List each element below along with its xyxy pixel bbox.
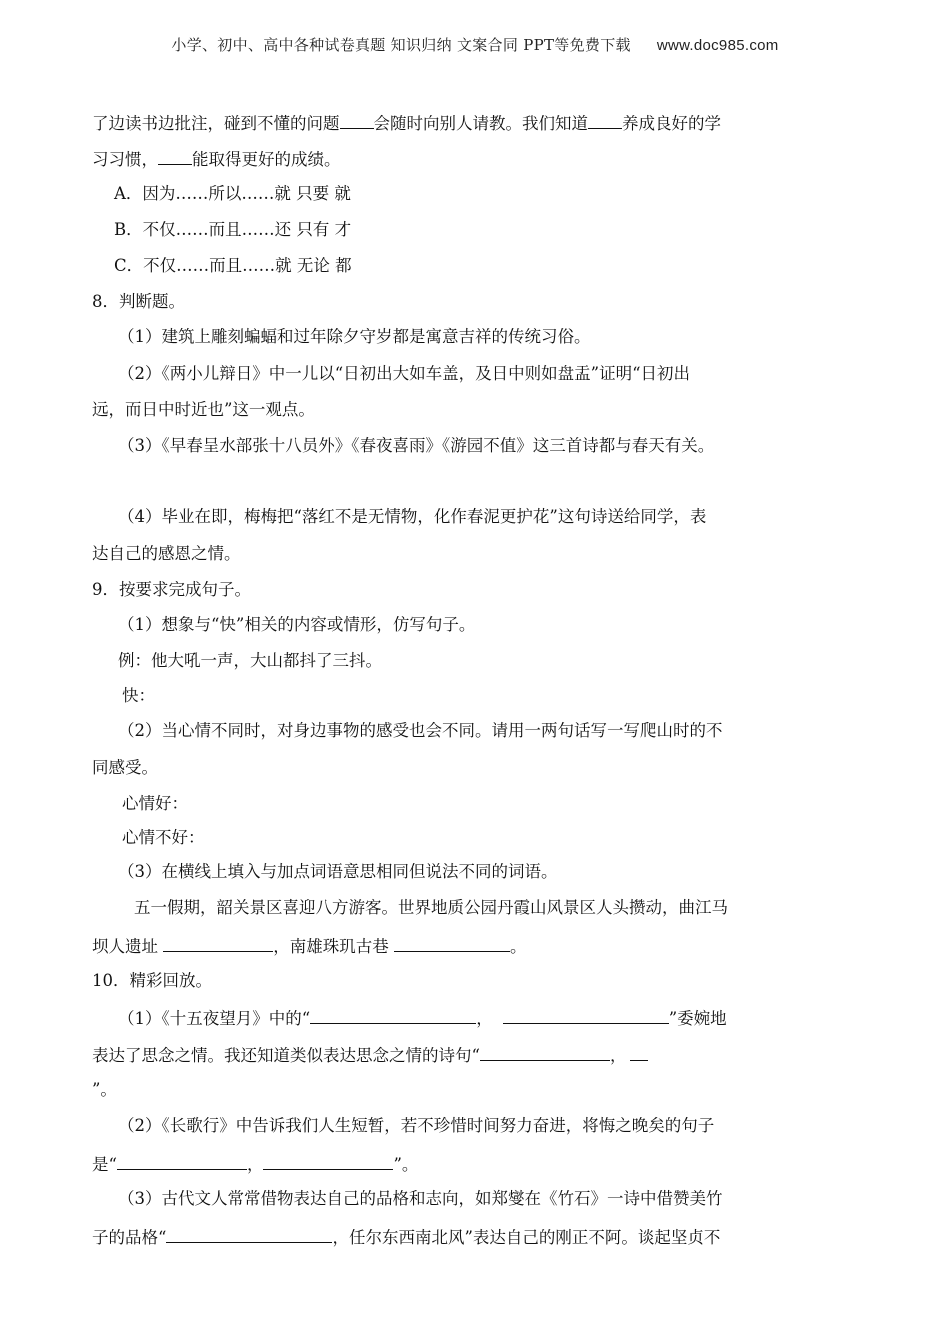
q8-statement-4b: 达自己的感恩之情。 <box>92 544 241 563</box>
q10-text-1a: （1）《十五夜望月》中的“ <box>118 1009 311 1028</box>
q10-subquestion-2b <box>92 1151 418 1177</box>
q7-text-2a: 习习惯， <box>92 150 158 169</box>
q8-title: 8．判断题。 <box>92 292 185 311</box>
q8-statement-2a: （2）《两小儿辩日》中一儿以“日初出大如车盖，及日中则如盘盂”证明“日初出 <box>118 364 691 383</box>
q9-subquestion-3: （3）在横线上填入与加点词语意思相同但说法不同的词语。 <box>118 862 558 881</box>
q7-line1 <box>92 110 721 136</box>
q9-blank-2[interactable] <box>394 933 510 952</box>
q9-kuai-label: 快： <box>122 686 155 705</box>
q10-subquestion-3a: （3）古代文人常常借物表达自己的品格和志向，如郑燮在《竹石》一诗中借赞美竹 <box>118 1189 723 1208</box>
q10-text-1b: ， <box>476 1009 493 1028</box>
q10-blank-5[interactable] <box>117 1151 247 1170</box>
q9-passage-2c: 。 <box>510 937 527 956</box>
q9-subquestion-2b: 同感受。 <box>92 758 158 777</box>
q10-text-1c: ”委婉地 <box>668 1009 727 1028</box>
q10-text-3b: 子的品格“ <box>92 1228 167 1247</box>
q7-option-c[interactable]: C．不仅……而且……就 无论 都 <box>114 256 352 275</box>
q10-text-2c: ， <box>246 1155 264 1174</box>
q9-passage-1: 五一假期，韶关景区喜迎八方游客。世界地质公园丹霞山风景区人头攒动，曲江马 <box>134 898 728 917</box>
page-header <box>0 34 950 55</box>
q10-blank-1[interactable] <box>310 1005 476 1024</box>
q8-statement-2b: 远，而日中时近也”这一观点。 <box>92 400 315 419</box>
q10-subquestion-1a <box>118 1005 727 1031</box>
q7-blank-1[interactable] <box>340 110 374 129</box>
q10-subquestion-2a: （2）《长歌行》中告诉我们人生短暂，若不珍惜时间努力奋进，将悔之晚矣的句子 <box>118 1116 715 1135</box>
q7-blank-2[interactable] <box>588 110 622 129</box>
q9-subquestion-2a: （2）当心情不同时，对身边事物的感受也会不同。请用一两句话写一写爬山时的不 <box>118 721 723 740</box>
q10-subquestion-1b <box>92 1042 648 1068</box>
header-text: 小学、初中、高中各种试卷真题 知识归纳 文案合同 PPT等免费下载 <box>171 36 631 54</box>
q10-blank-2[interactable] <box>503 1005 669 1024</box>
q8-statement-1: （1）建筑上雕刻蝙蝠和过年除夕守岁都是寓意吉祥的传统习俗。 <box>118 327 591 346</box>
q10-text-2b: 是“ <box>92 1155 117 1174</box>
q7-line2 <box>92 146 341 172</box>
q8-statement-4a: （4）毕业在即，梅梅把“落红不是无情物，化作春泥更护花”这句诗送给同学，表 <box>118 507 707 526</box>
q9-blank-1[interactable] <box>163 933 273 952</box>
q9-passage-2 <box>92 933 527 959</box>
q7-text-1c: 养成良好的学 <box>622 114 721 133</box>
q7-text-1b: 会随时向别人请教。我们知道 <box>373 114 588 133</box>
q9-good-mood-label: 心情好： <box>122 794 188 813</box>
q10-blank-6[interactable] <box>263 1151 393 1170</box>
q9-passage-2a: 坝人遗址 <box>92 937 164 956</box>
q7-option-a[interactable]: A．因为……所以……就 只要 就 <box>114 184 351 203</box>
q7-text-2b: 能取得更好的成绩。 <box>192 150 341 169</box>
q9-example: 例：他大吼一声，大山都抖了三抖。 <box>118 651 382 670</box>
q8-statement-3: （3）《早春呈水部张十八员外》《春夜喜雨》《游园不值》这三首诗都与春天有关。 <box>118 436 715 455</box>
q9-subquestion-1: （1）想象与“快”相关的内容或情形，仿写句子。 <box>118 615 476 634</box>
q10-text-2d: ”。 <box>393 1155 419 1174</box>
q10-text-1d: 表达了思念之情。我还知道类似表达思念之情的诗句“ <box>92 1046 480 1065</box>
q9-title: 9．按要求完成句子。 <box>92 580 251 599</box>
q10-text-3c: ，任尔东西南北风”表达自己的刚正不阿。谈起坚贞不 <box>332 1228 721 1247</box>
q9-passage-2b: ，南雄珠玑古巷 <box>273 937 394 956</box>
q10-blank-7[interactable] <box>166 1224 332 1243</box>
q7-option-b[interactable]: B．不仅……而且……还 只有 才 <box>114 220 352 239</box>
q7-text-1a: 了边读书边批注，碰到不懂的问题 <box>92 114 340 133</box>
q10-title: 10．精彩回放。 <box>92 971 212 990</box>
q10-subquestion-1c: ”。 <box>92 1080 117 1099</box>
q10-blank-3[interactable] <box>480 1042 610 1061</box>
q7-blank-3[interactable] <box>158 146 192 165</box>
q10-subquestion-3b <box>92 1224 720 1250</box>
q9-bad-mood-label: 心情不好： <box>122 828 205 847</box>
header-site[interactable]: www.doc985.com <box>656 37 779 54</box>
q10-blank-4[interactable] <box>630 1042 648 1061</box>
q10-text-1e: ， <box>609 1046 627 1065</box>
